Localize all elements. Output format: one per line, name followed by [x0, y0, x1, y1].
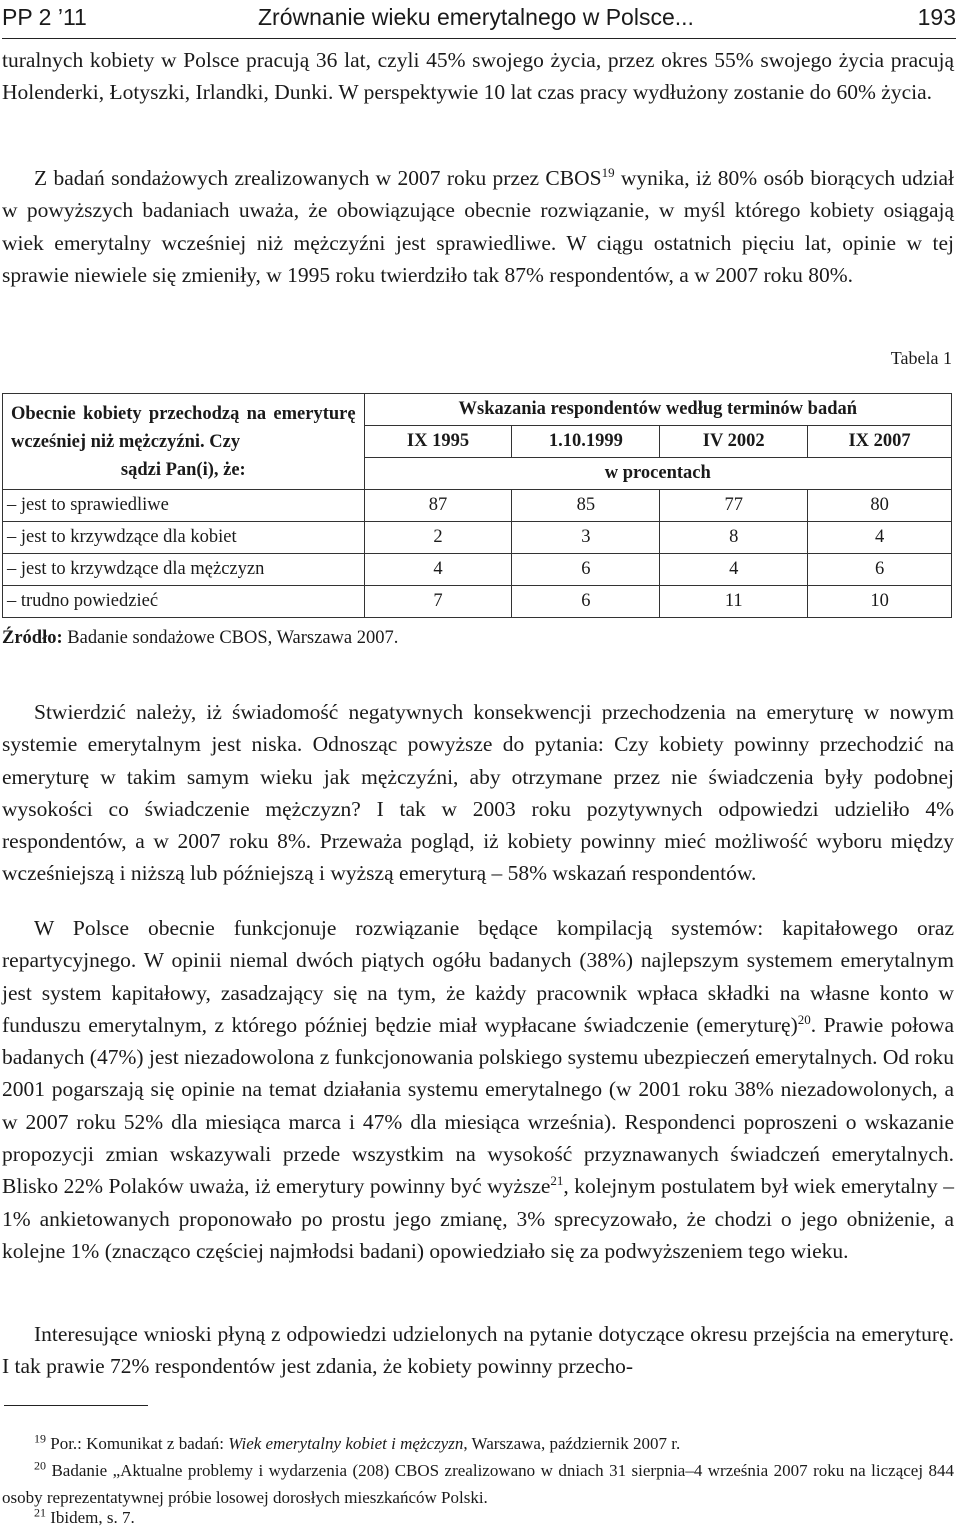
table-cell: 85	[512, 490, 660, 522]
footnote-ref-19[interactable]: 19	[601, 164, 615, 180]
table-cell: 4	[364, 554, 512, 586]
survey-table	[2, 393, 952, 618]
column-header: IV 2002	[660, 426, 808, 458]
table-caption: Tabela 1	[890, 348, 952, 368]
footnote-text: Ibidem, s. 7.	[50, 1508, 135, 1527]
paragraph-3: Stwierdzić należy, iż świadomość negatywnych konsekwencji przechodzenia na emeryturę w nowym systemie emerytalnym jest niska. Odnosząc powyższe do pytania: Czy kobiety powinny przechodzić na emeryturę w takim samym wieku jak mężczyźni, aby otrzymane przez nie świadczenia były podobnej wysokości co świadczenie mężczyzn? I tak w 2003 roku pozytywnych odpowiedzi udzieliło 4% respondentów, a w 2007 roku 8%. Przeważa pogląd, iż kobiety powinny mieć możliwość wyboru między wcześniejszą i niższą lub późniejszą i wyższą emeryturą – 58% wskazań respondentów.	[2, 700, 954, 886]
table-row	[3, 490, 952, 522]
column-header: 1.10.1999	[512, 426, 660, 458]
footnote-ref-20[interactable]: 20	[797, 1011, 811, 1027]
table-cell: 10	[808, 586, 952, 618]
running-header	[0, 2, 960, 36]
table-cell: 11	[660, 586, 808, 618]
table-cell: 2	[364, 522, 512, 554]
source-text: Badanie sondażowe CBOS, Warszawa 2007.	[62, 628, 399, 648]
table-cell: 77	[660, 490, 808, 522]
table-row	[3, 586, 952, 618]
row-label: – jest to krzywdzące dla kobiet	[3, 522, 365, 554]
footnote-divider	[4, 1405, 148, 1406]
paragraph-2	[2, 162, 954, 291]
table-cell: 80	[808, 490, 952, 522]
row-label: – jest to sprawiedliwe	[3, 490, 365, 522]
table-unit: w procentach	[364, 458, 951, 490]
paragraph-4-text-b: . Prawie połowa badanych (47%) jest niezadowolona z funkcjonowania polskiego systemu ubezpieczeń emerytalnych. Od roku 2001 pogarszają się opinie na temat działania systemu emerytalnego (w 2001 roku 38% niezadowolonych, a w 2007 roku 52% dla miesiąca marca i 47% dla miesiąca września). Respondenci poproszeni o wskazanie propozycji zmian wskazywali przede wszystkim na wysokość przyznawanych świadczeń emerytalnych. Blisko 22% Polaków uważa, iż emerytury powinny być wyższe	[2, 1012, 954, 1199]
table-question-cell	[3, 394, 365, 490]
running-title: Zrównanie wieku emerytalnego w Polsce...	[258, 4, 694, 30]
row-label: – trudno powiedzieć	[3, 586, 365, 618]
table-cell: 4	[660, 554, 808, 586]
table-group-header: Wskazania respondentów według terminów badań	[364, 394, 951, 426]
footnote-ref-21[interactable]: 21	[550, 1173, 564, 1189]
table-cell: 6	[512, 554, 660, 586]
table-row	[3, 522, 952, 554]
paragraph-4-text-a: W Polsce obecnie funkcjonuje rozwiązanie będące kompilacją systemów: kapitałowego oraz repartycyjnego. W opinii niemal dwóch piątych ogółu badanych (38%) najlepszym systemem emerytalnym jest system kapitałowy, zasadzający się na tym, że każdy pracownik wpłaca składki na własne konto w funduszu emerytalnym, z którego później będzie miał wypłacane świadczenie (emeryturę)	[2, 916, 954, 1037]
header-divider	[2, 38, 956, 39]
paragraph-4	[2, 912, 954, 1267]
table-question-line2: sądzi Pan(i), że:	[120, 459, 246, 480]
table-header-row	[3, 394, 952, 426]
footnote-text: , Warszawa, październik 2007 r.	[463, 1434, 681, 1453]
table-question-line1: Obecnie kobiety przechodzą na emeryturę wcześniej niż mężczyźni. Czy	[11, 403, 356, 452]
column-header: IX 2007	[808, 426, 952, 458]
footnote-text: Por.: Komunikat z badań:	[50, 1434, 229, 1453]
column-header: IX 1995	[364, 426, 512, 458]
row-label: – jest to krzywdzące dla mężczyzn	[3, 554, 365, 586]
footnote-number: 20	[34, 1458, 46, 1473]
table-cell: 6	[808, 554, 952, 586]
footnote-20	[2, 1457, 954, 1511]
table-cell: 6	[512, 586, 660, 618]
source-label: Źródło:	[2, 628, 63, 648]
paragraph-4-text-c: , kolejnym postulatem był wiek emerytalny – 1% ankietowanych proponowało po prostu jego zmianę, 3% sprecyzowało, że chodzi o jego obniżenie, a kolejne 1% (znacząco częściej najmłodsi badani) opowiedziało się za podwyższeniem tego wieku.	[2, 1174, 954, 1263]
table-cell: 7	[364, 586, 512, 618]
table-cell: 8	[660, 522, 808, 554]
footnote-text: Badanie „Aktualne problemy i wydarzenia (208) CBOS zrealizowano w dniach 31 sierpnia–4 września 2007 roku na liczącej 844 osoby reprezentatywnej próbie losowej dorosłych mieszkańców Polski.	[2, 1461, 955, 1507]
page-number: 193	[917, 4, 956, 30]
table-cell: 87	[364, 490, 512, 522]
footnote-cited-title: Wiek emerytalny kobiet i mężczyzn	[228, 1434, 464, 1453]
table-source	[2, 628, 398, 649]
footnote-19	[2, 1430, 954, 1457]
paragraph-5: Interesujące wnioski płyną z odpowiedzi udzielonych na pytanie dotyczące okresu przejścia na emeryturę. I tak prawie 72% respondentów jest zdania, że kobiety powinny przecho-	[2, 1322, 954, 1379]
footnote-number: 21	[34, 1505, 46, 1520]
paragraph-2-text-b: wynika, iż 80% osób biorących udział w powyższych badaniach uważa, że obowiązujące obecnie rozwiązanie, w myśl którego kobiety osiągają wiek emerytalny wcześniej niż mężczyźni jest sprawiedliwe. W ciągu ostatnich pięciu lat, opinie w tej sprawie niewiele się zmieniły, w 1995 roku twierdziło tak 87% respondentów, a w 2007 roku 80%.	[2, 166, 954, 287]
footnote-number: 19	[34, 1431, 46, 1446]
paragraph-1: turalnych kobiety w Polsce pracują 36 lat, czyli 45% swojego życia, przez okres 55% swojego życia pracują Holenderki, Łotyszki, Irlandki, Dunki. W perspektywie 10 lat czas pracy wydłużony zostanie do 60% życia.	[2, 48, 954, 105]
table-row	[3, 554, 952, 586]
journal-label: PP 2 ’11	[2, 4, 87, 30]
table-cell: 3	[512, 522, 660, 554]
footnote-21	[2, 1504, 954, 1531]
paragraph-2-text-a: Z badań sondażowych zrealizowanych w 2007 roku przez CBOS	[34, 166, 602, 190]
table-cell: 4	[808, 522, 952, 554]
